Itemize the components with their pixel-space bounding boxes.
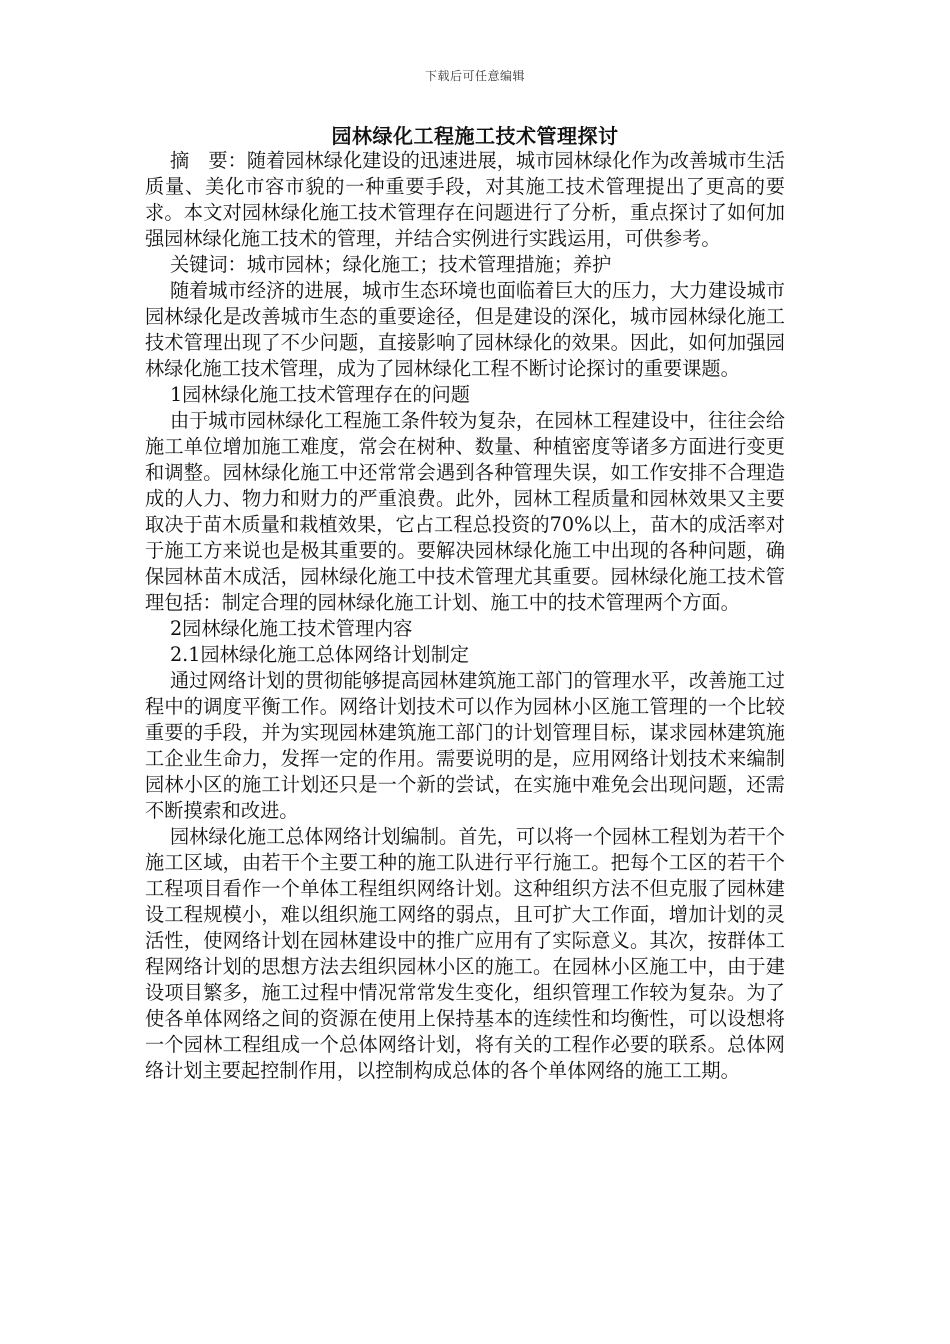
- section-heading-1: 1园林绿化施工技术管理存在的问题: [169, 383, 470, 406]
- subsection-2-1-paragraph-2: 园林绿化施工总体网络计划编制。首先，可以将一个园林工程划为若干个施工区域，由若干个主要工种的施工队进行平行施工。把每个工区的若干个工程项目看作一个单体工程组织网络计划。这种组织方法不但克服了园林建设工程规模小，难以组织施工网络的弱点，且可扩大工作面，增加计划的灵活性，使网络计划在园林建设中的推广应用有了实际意义。其次，按群体工程网络计划的思想方法去组织园林小区的施工。在园林小区施工中，由于建设项目繁多，施工过程中情况常常发生变化，组织管理工作较为复杂。为了使各单体网络之间的资源在使用上保持基本的连续性和均衡性，可以设想将一个园林工程组成一个总体网络计划，将有关的工程作必要的联系。总体网络计划主要起控制作用，以控制构成总体的各个单体网络的施工工期。: [145, 825, 785, 1082]
- document-title: 园林绿化工程施工技术管理探讨: [331, 124, 619, 148]
- intro-paragraph: 随着城市经济的进展，城市生态环境也面临着巨大的压力，大力建设城市园林绿化是改善城市生态的重要途径，但是建设的深化，城市园林绿化施工技术管理出现了不少问题，直接影响了园林绿化的效果。因此，如何加强园林绿化施工技术管理，成为了园林绿化工程不断讨论探讨的重要课题。: [145, 279, 785, 380]
- keywords-paragraph: 关键词：城市园林；绿化施工；技术管理措施；养护: [169, 253, 612, 276]
- section-heading-2: 2园林绿化施工技术管理内容: [169, 617, 413, 640]
- subsection-heading-2-1: 2.1园林绿化施工总体网络计划制定: [169, 643, 470, 666]
- header-note: 下载后可任意编辑: [424, 69, 525, 83]
- section-1-paragraph: 由于城市园林绿化工程施工条件较为复杂，在园林工程建设中，往往会给施工单位增加施工难度，常会在树种、数量、种植密度等诸多方面进行变更和调整。园林绿化施工中还常常会遇到各种管理失误，如工作安排不合理造成的人力、物力和财力的严重浪费。此外，园林工程质量和园林效果又主要取决于苗木质量和栽植效果，它占工程总投资的70%以上，苗木的成活率对于施工方来说也是极其重要的。要解决园林绿化施工中出现的各种问题，确保园林苗木成活，园林绿化施工中技术管理尤其重要。园林绿化施工技术管理包括：制定合理的园林绿化施工计划、施工中的技术管理两个方面。: [145, 409, 785, 614]
- subsection-2-1-paragraph-1: 通过网络计划的贯彻能够提高园林建筑施工部门的管理水平，改善施工过程中的调度平衡工作。网络计划技术可以作为园林小区施工管理的一个比较重要的手段，并为实现园林建筑施工部门的计划管理目标，谋求园林建筑施工企业生命力，发挥一定的作用。需要说明的是，应用网络计划技术来编制园林小区的施工计划还只是一个新的尝试，在实施中难免会出现问题，还需不断摸索和改进。: [145, 669, 785, 822]
- document-body: [145, 148, 785, 1084]
- abstract-paragraph: 摘 要：随着园林绿化建设的迅速进展，城市园林绿化作为改善城市生活质量、美化市容市貌的一种重要手段，对其施工技术管理提出了更高的要求。本文对园林绿化施工技术管理存在问题进行了分析，重点探讨了如何加强园林绿化施工技术的管理，并结合实例进行实践运用，可供参考。: [145, 149, 785, 250]
